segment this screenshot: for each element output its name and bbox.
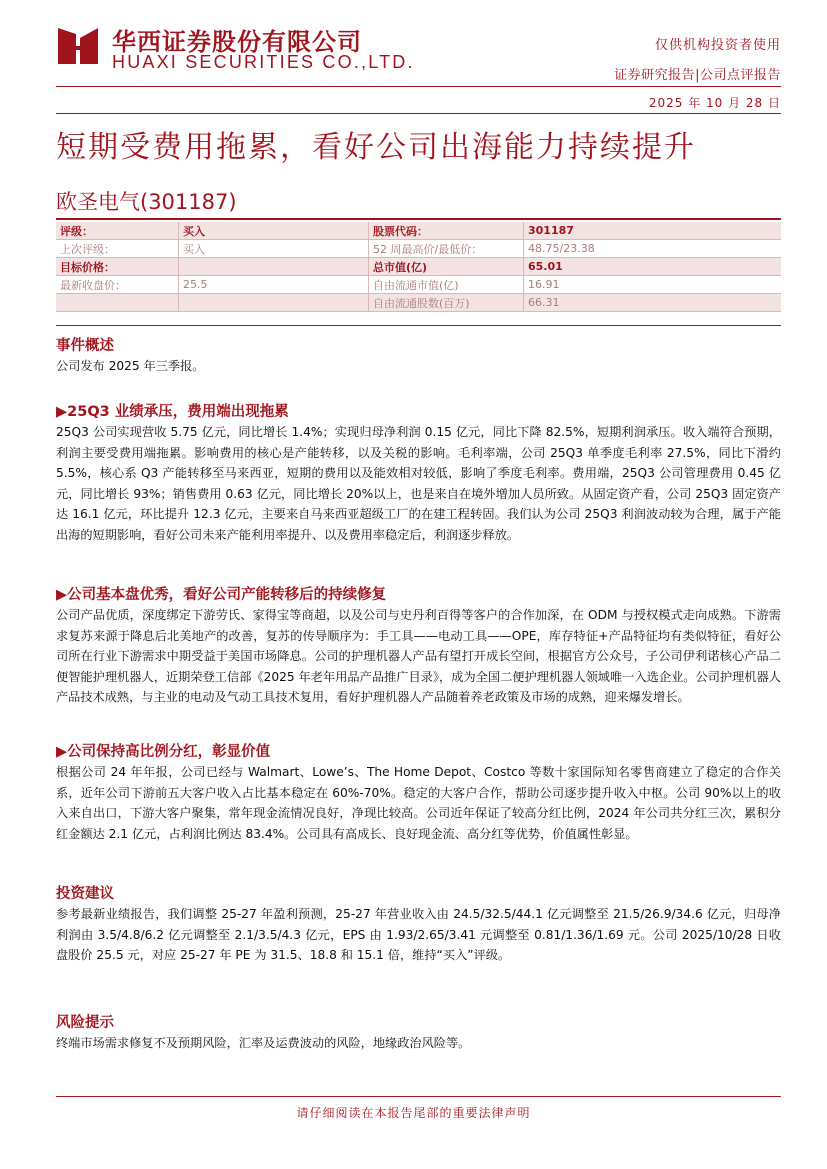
table-cell: 买入: [179, 240, 369, 258]
section-q3: [56, 402, 781, 546]
section-advice: [56, 884, 781, 966]
section-event: [56, 336, 781, 377]
title-divider: [56, 218, 781, 220]
section-heading: ▶公司基本盘优秀，看好公司产能转移后的持续修复: [56, 587, 387, 603]
header-divider: [56, 86, 781, 87]
section-heading: ▶25Q3 业绩承压，费用端出现拖累: [56, 404, 289, 420]
date-divider: [56, 113, 781, 114]
table-cell: 买入: [179, 222, 369, 240]
company-name-cn: 华西证券股份有限公司: [112, 27, 362, 56]
section-heading: 投资建议: [56, 886, 114, 902]
table-cell: [179, 258, 369, 276]
table-cell: 最新收盘价：: [56, 276, 179, 294]
table-row: [56, 222, 781, 240]
section-body: 根据公司 24 年年报，公司已经与 Walmart、Lowe’s、The Home Depot、Costco 等数十家国际知名零售商建立了稳定的合作关系，近年公司下游前五大客户收入占比基本稳定在 60%-70%。稳定的大客户合作，帮助公司逐步提升收入中枢。公司 90%以上的收入来自出口，下游大客户聚集，常年现金流情况良好，净现比较高。公司近年保证了较高分红比例，2024 年公司共分红三次，累积分红金额达 2.1 亿元，占利润比例达 83.4%。公司具有高成长、良好现金流、高分红等优势，价值属性彰显。: [56, 765, 781, 841]
report-date: 2025 年 10 月 28 日: [648, 96, 781, 110]
audience-note: 仅供机构投资者使用: [654, 38, 781, 53]
table-cell: [179, 294, 369, 312]
table-cell: [56, 294, 179, 312]
stock-info-table: [56, 222, 781, 312]
section-body: 公司发布 2025 年三季报。: [56, 359, 205, 373]
table-cell: 52 周最高价/最低价：: [369, 240, 524, 258]
section-fundamentals: [56, 585, 781, 708]
section-risk: [56, 1013, 781, 1054]
table-cell: 66.31: [524, 294, 782, 312]
table-cell: 48.75/23.38: [528, 242, 595, 255]
table-cell: 股票代码：: [369, 222, 524, 240]
huaxi-logo: [56, 24, 100, 68]
table-cell: 自由流通股数(百万): [369, 294, 524, 312]
footer-divider: [56, 1096, 781, 1097]
company-name-en: HUAXI SECURITIES CO.,LTD.: [112, 52, 415, 72]
table-row: [56, 276, 781, 294]
legal-notice: 请仔细阅读在本报告尾部的重要法律声明: [296, 1106, 531, 1120]
table-row: [56, 258, 781, 276]
table-cell: 目标价格：: [56, 258, 179, 276]
table-cell: 65.01: [524, 258, 782, 276]
table-cell: 上次评级：: [56, 240, 179, 258]
section-body: 参考最新业绩报告，我们调整 25-27 年盈利预测，25-27 年营业收入由 24.5/32.5/44.1 亿元调整至 21.5/26.9/34.6 亿元，归母净利润由 3.5/4.8/6.2 亿元调整至 2.1/3.5/4.3 亿元，EPS 由 1.93/2.65/3.41 元调整至 0.81/1.36/1.69 元。公司 2025/10/28 日收盘股价 25.5 元，对应 25-27 年 PE 为 31.5、18.8 和 15.1 倍，维持“买入”评级。: [56, 907, 781, 963]
section-body: 25Q3 公司实现营收 5.75 亿元，同比增长 1.4%；实现归母净利润 0.15 亿元，同比下降 82.5%，短期利润承压。收入端符合预期，利润主要受费用端拖累。影响费用的核心是产能转移，以及关税的影响。毛利率端，公司 25Q3 单季度毛利率 27.5%，同比下滑约 5.5%，核心系 Q3 产能转移至马来西亚，短期的费用以及能效相对较低，影响了季度毛利率。费用端，25Q3 公司管理费用 0.45 亿元，同比增长 93%；销售费用 0.63 亿元，同比增长 20%以上，也是来自在境外增加人员所致。从固定资产看，公司 25Q3 固定资产达 16.1 亿元，环比提升 12.3 亿元，主要来自马来西亚超级工厂的在建工程转固。我们认为公司 25Q3 利润波动较为合理，属于产能出海的短期影响，看好公司未来产能利用率提升、以及费用率稳定后，利润逐步释放。: [56, 425, 781, 542]
section-body: 公司产品优质，深度绑定下游劳氏、家得宝等商超，以及公司与史丹利百得等客户的合作加深，在 ODM 与授权模式走向成熟。下游需求复苏来源于降息后北美地产的改善，复苏的传导顺序为：手工具——电动工具——OPE，库存特征+产品特征均有类似特征，看好公司所在行业下游需求中期受益于美国市场降息。公司的护理机器人产品有望打开成长空间，根据官方公众号，子公司伊利诺核心产品二便智能护理机器人，近期荣登工信部《2025 年老年用品产品推广目录》，成为全国二便护理机器人领域唯一入选企业。公司护理机器人产品技术成熟，与主业的电动及气动工具技术复用，看好护理机器人产品随着养老政策及市场的成熟，迎来爆发增长。: [56, 608, 781, 705]
table-divider: [56, 325, 781, 326]
table-cell: 16.91: [528, 278, 560, 291]
section-heading: 事件概述: [56, 338, 114, 354]
table-cell: 评级：: [56, 222, 179, 240]
table-row: [56, 240, 781, 258]
stock-name: 欧圣电气(301187): [56, 190, 237, 214]
table-row: [56, 294, 781, 312]
table-cell: 25.5: [179, 276, 369, 294]
section-heading: ▶公司保持高比例分红，彰显价值: [56, 744, 271, 760]
section-body: 终端市场需求修复不及预期风险，汇率及运费波动的风险，地缘政治风险等。: [56, 1036, 471, 1050]
report-title: 短期受费用拖累，看好公司出海能力持续提升: [56, 130, 696, 165]
table-cell: 自由流通市值(亿): [369, 276, 524, 294]
section-dividend: [56, 742, 781, 844]
table-cell: 301187: [524, 222, 782, 240]
section-heading: 风险提示: [56, 1015, 114, 1031]
table-cell: 总市值(亿): [369, 258, 524, 276]
report-type: 证券研究报告|公司点评报告: [614, 68, 781, 83]
